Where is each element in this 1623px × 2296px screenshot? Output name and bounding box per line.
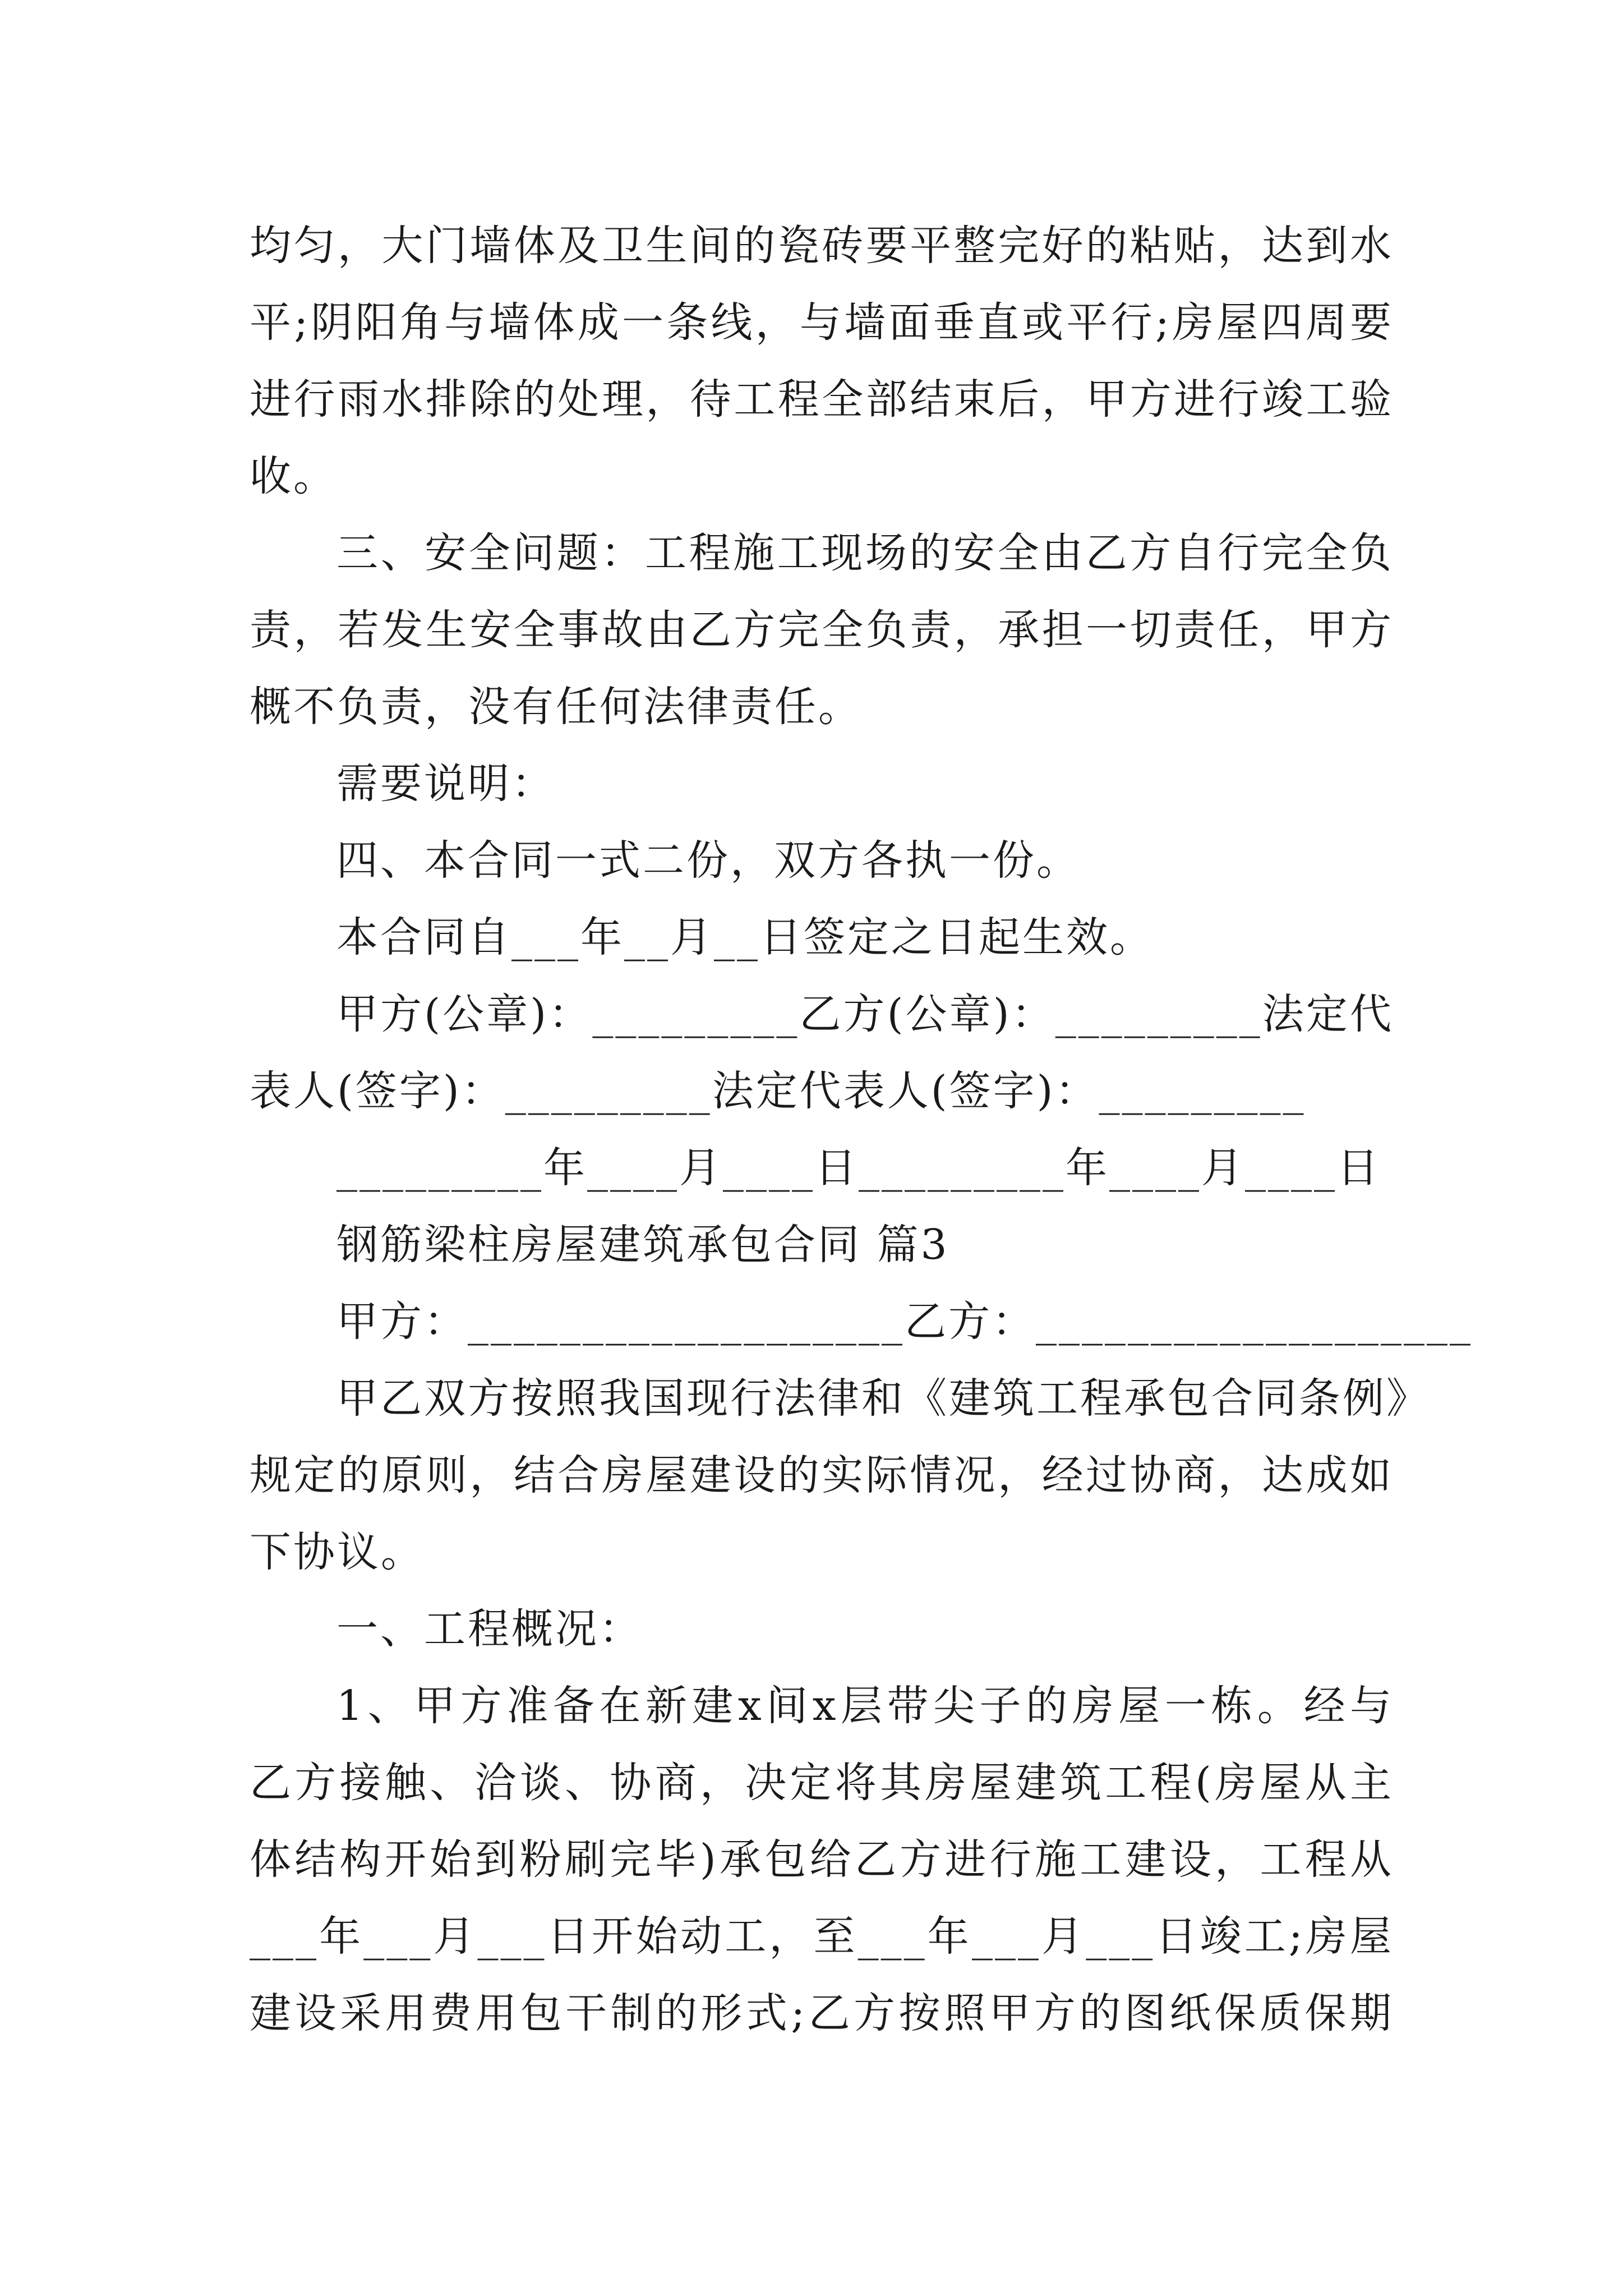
text-line: 进行雨水排除的处理，待工程全部结束后，甲方进行竣工验 (250, 375, 1394, 424)
section-heading: 三、安全问题：工程施工现场的安全由乙方自行完全负 (336, 529, 1394, 577)
text-line: 规定的原则，结合房屋建设的实际情况，经过协商，达成如 (250, 1451, 1394, 1499)
text-line: 建设采用费用包干制的形式;乙方按照甲方的图纸保质保期 (250, 1989, 1394, 2037)
text-line: 四、本合同一式二份，双方各执一份。 (336, 836, 1080, 885)
text-line: 本合同自___年__月__日签定之日起生效。 (336, 913, 1154, 961)
text-line: 乙方接触、洽谈、协商，决定将其房屋建筑工程(房屋从主 (250, 1759, 1394, 1807)
text-line: 责，若发生安全事故由乙方完全负责，承担一切责任，甲方 (250, 606, 1394, 654)
text-line: 需要说明： (336, 760, 555, 808)
text-line: 体结构开始到粉刷完毕)承包给乙方进行施工建设，工程从 (250, 1835, 1394, 1884)
section-heading: 一、工程概况： (336, 1605, 643, 1653)
signature-line: 表人(签字)：_________法定代表人(签字)：_________ (250, 1067, 1306, 1115)
text-line: 平;阴阳角与墙体成一条线，与墙面垂直或平行;房屋四周要 (250, 298, 1394, 347)
section-title: 钢筋梁柱房屋建筑承包合同 篇3 (336, 1221, 949, 1269)
text-line: 收。 (250, 452, 337, 500)
party-line: 甲方：___________________乙方：___________________ (336, 1297, 1473, 1346)
text-line: 甲乙双方按照我国现行法律和《建筑工程承包合同条例》 (336, 1374, 1430, 1423)
text-line: 均匀，大门墙体及卫生间的瓷砖要平整完好的粘贴，达到水 (250, 222, 1394, 270)
text-line: ___年___月___日开始动工，至___年___月___日竣工;房屋 (250, 1912, 1394, 1961)
text-line: 下协议。 (250, 1528, 425, 1576)
date-line: _________年____月____日_________年____月____日 (336, 1144, 1381, 1192)
text-line: 概不负责，没有任何法律责任。 (250, 683, 862, 731)
signature-line: 甲方(公章)：_________乙方(公章)：_________法定代 (336, 990, 1394, 1038)
text-line: 1、甲方准备在新建x间x层带尖子的房屋一栋。经与 (336, 1682, 1394, 1730)
